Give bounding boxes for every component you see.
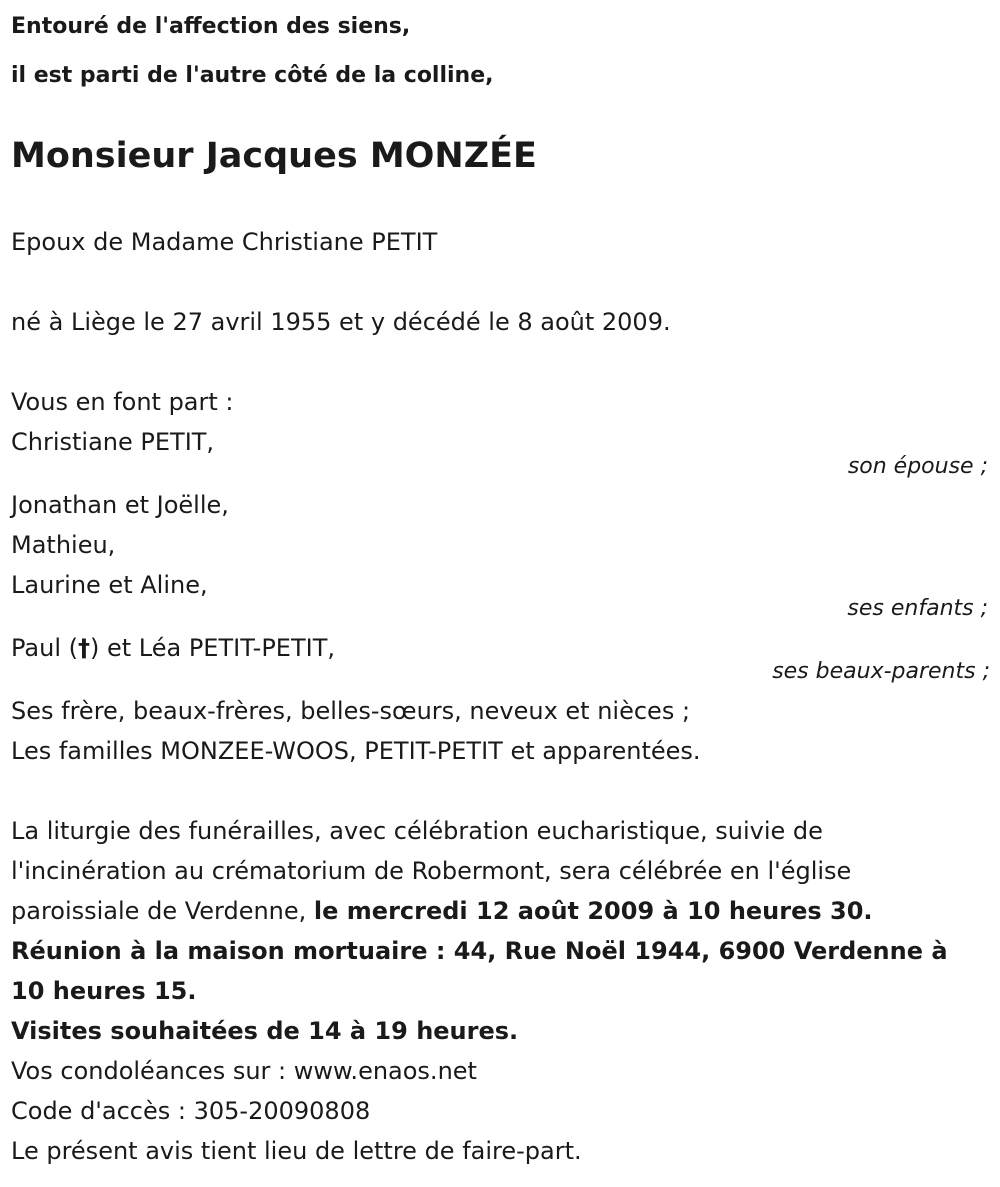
announcer-children-role: ses enfants ; (847, 596, 988, 621)
ceremony-date-time: le mercredi 12 août 2009 à 10 heures 30. (313, 897, 873, 925)
deceased-name: Monsieur Jacques MONZÉE (11, 136, 537, 176)
announcer-child-3: Laurine et Aline, (11, 571, 208, 599)
visits-line: Visites souhaitées de 14 à 19 heures. (11, 1017, 519, 1045)
announcer-others-1: Ses frère, beaux-frères, belles-sœurs, neveux et nièces ; (11, 697, 691, 725)
intro-line-2: il est parti de l'autre côté de la colline, (11, 63, 494, 88)
spouse-line: Epoux de Madame Christiane PETIT (11, 228, 438, 256)
announcer-in-laws-name (11, 633, 335, 663)
birth-death-line: né à Liège le 27 avril 1955 et y décédé le 8 août 2009. (11, 308, 671, 336)
announcer-child-1: Jonathan et Joëlle, (11, 491, 229, 519)
reunion-line-1: Réunion à la maison mortuaire : 44, Rue Noël 1944, 6900 Verdenne à (11, 937, 948, 965)
cross-icon: † (77, 634, 90, 662)
announcers-intro: Vous en font part : (11, 388, 234, 416)
in-laws-name-prefix: Paul ( (11, 634, 78, 662)
announcer-spouse-name: Christiane PETIT, (11, 428, 215, 456)
reunion-line-2: 10 heures 15. (11, 977, 197, 1005)
announcer-others-2: Les familles MONZEE-WOOS, PETIT-PETIT et apparentées. (11, 737, 701, 765)
ceremony-line-1: La liturgie des funérailles, avec célébration eucharistique, suivie de (11, 817, 823, 845)
condolences-line: Vos condoléances sur : www.enaos.net (11, 1057, 477, 1085)
intro-line-1: Entouré de l'affection des siens, (11, 14, 411, 39)
ceremony-location: paroissiale de Verdenne, (11, 897, 314, 925)
announcer-in-laws-role: ses beaux-parents ; (772, 659, 990, 684)
in-laws-name-suffix: ) et Léa PETIT-PETIT, (89, 634, 335, 662)
access-code-line: Code d'accès : 305-20090808 (11, 1097, 371, 1125)
ceremony-line-3 (11, 896, 873, 926)
announcer-child-2: Mathieu, (11, 531, 116, 559)
ceremony-line-2: l'incinération au crématorium de Robermont, sera célébrée en l'église (11, 857, 852, 885)
announcer-spouse-role: son épouse ; (847, 454, 988, 479)
closing-line: Le présent avis tient lieu de lettre de faire-part. (11, 1137, 582, 1165)
